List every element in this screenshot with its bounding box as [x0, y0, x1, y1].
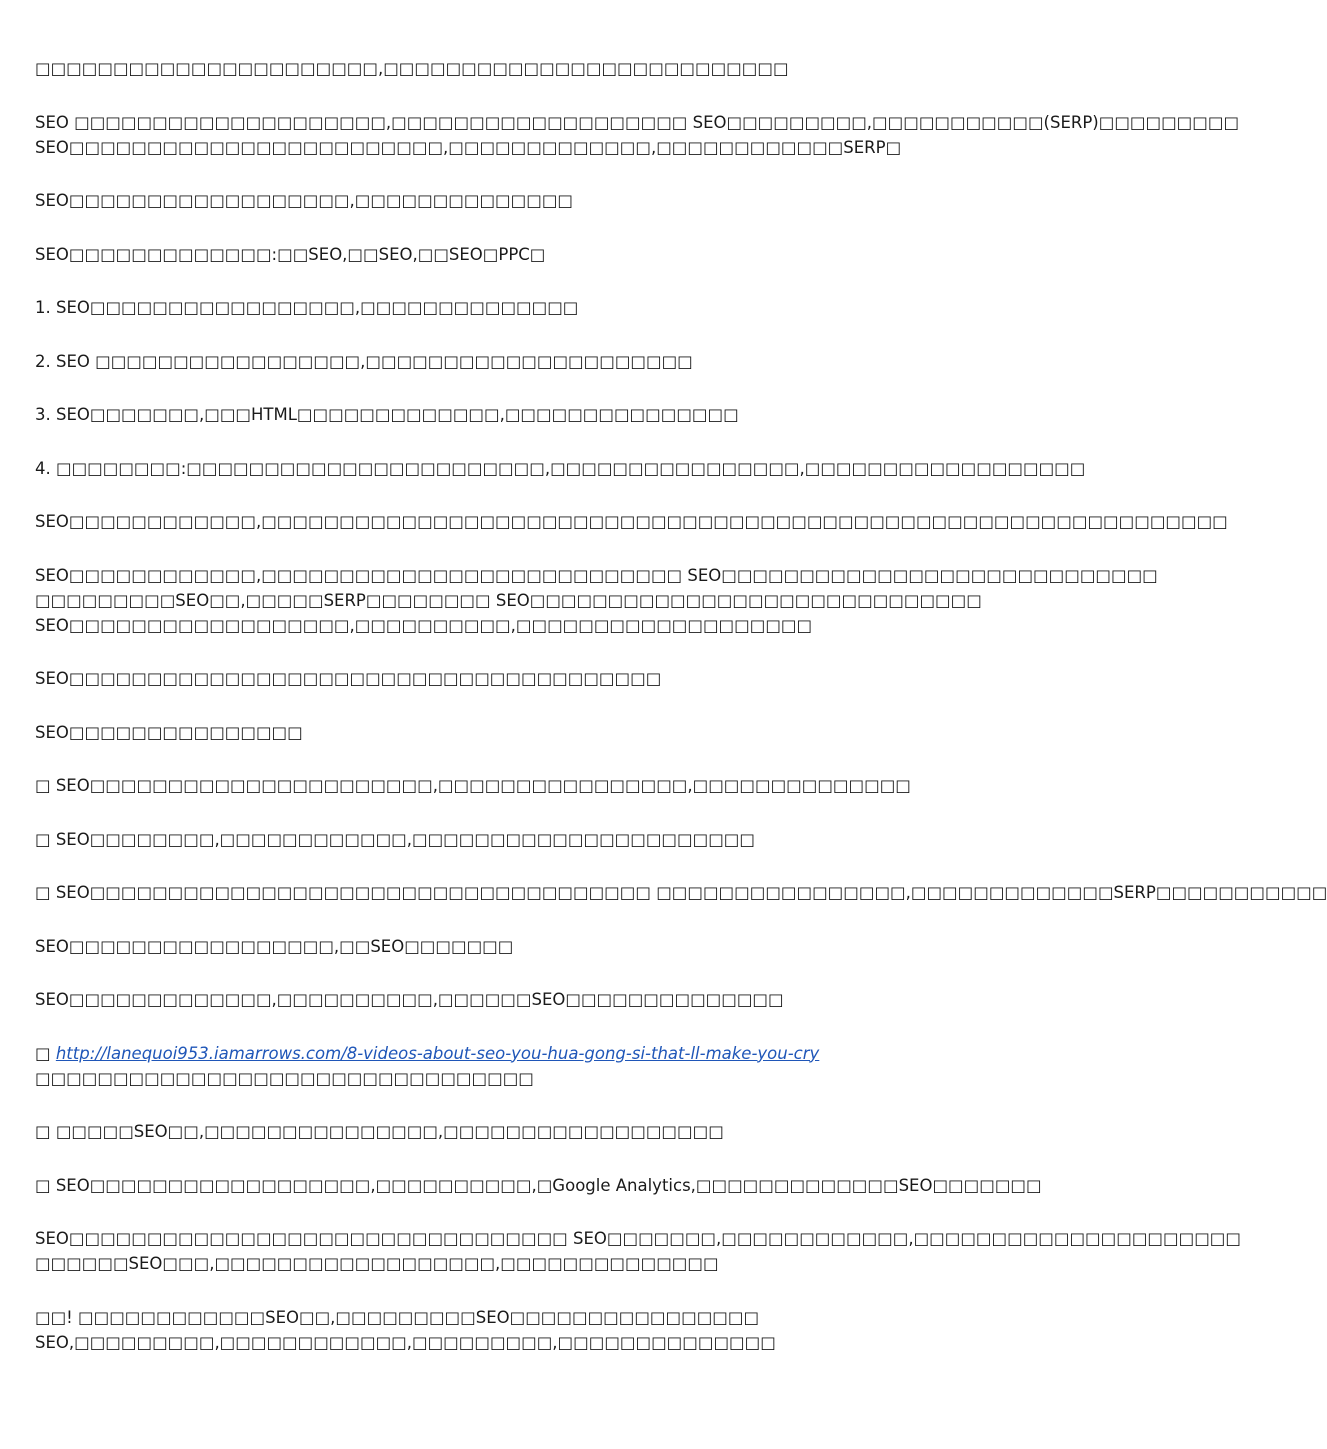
paragraph-7 [35, 666, 984, 691]
text-line: SEO□□□□□□□□□□□□□□□□□□,□□□□□□□□□□□□□□ [35, 191, 573, 210]
bullet-item-link [35, 1041, 984, 1091]
text-line: SEO□□□□□□□□□□□□□□□□□,□□SEO□□□□□□□ [35, 936, 514, 956]
text-line: SEO,□□□□□□□□□,□□□□□□□□□□□□,□□□□□□□□□,□□□□□□□□□□□□□□ [35, 1332, 776, 1352]
paragraph-5 [35, 509, 1228, 534]
text-line: SEO□□□□□□□□□□□□□□□ [35, 722, 303, 742]
text-line: SEO□□□□□□□□□□□□□□□□□□□□□□□□□□□□□□□□□□□□□□ [35, 669, 662, 688]
bullet-item-3 [35, 880, 1327, 905]
article-link[interactable]: http://lanequoi953.iamarrows.com/8-videos-about-seo-you-hua-gong-si-that-ll-make-you-cry [55, 1043, 820, 1063]
bullet-item-4 [35, 1119, 984, 1144]
bullet-item-2 [35, 827, 984, 852]
text-line: SEO□□□□□□□□□□□□□□□□□□□□□□□□□□□□□□□□ SEO□□□□□□□,□□□□□□□□□□□□,□□□□□□□□□□□□□□□□□□□□□ [35, 1229, 1241, 1248]
text-line: SEO□□□□□□□□□□□□□□□□□□□□□□□□,□□□□□□□□□□□□□,□□□□□□□□□□□□SERP□ [35, 137, 902, 157]
text-line: SEO □□□□□□□□□□□□□□□□□□□□,□□□□□□□□□□□□□□□□□□□ SEO□□□□□□□□□,□□□□□□□□□□□(SERP)□□□□□□□□□ [35, 112, 1240, 132]
list-item-1 [35, 295, 984, 320]
paragraph-2 [35, 110, 1240, 160]
text-line [35, 1041, 984, 1066]
text-line: □□□□□□□□□□□□□□□□□□□□□□,□□□□□□□□□□□□□□□□□□□□□□□□□□ [35, 59, 789, 78]
text-line: 4. □□□□□□□□:□□□□□□□□□□□□□□□□□□□□□□□,□□□□□□□□□□□□□□□□,□□□□□□□□□□□□□□□□□□ [35, 458, 1086, 478]
paragraph-12 [35, 1305, 984, 1355]
text-line: SEO□□□□□□□□□□□□□□□□□□,□□□□□□□□□□,□□□□□□□□□□□□□□□□□□□ [35, 615, 813, 635]
paragraph-4 [35, 242, 984, 267]
paragraph-8 [35, 720, 984, 745]
paragraph-3 [35, 188, 984, 213]
text-line: □□□□□□□□□SEO□□,□□□□□SERP□□□□□□□□ SEO□□□□□□□□□□□□□□□□□□□□□□□□□□□□□ [35, 590, 982, 610]
paragraph-11 [35, 1226, 1241, 1276]
text-line: 1. SEO□□□□□□□□□□□□□□□□□,□□□□□□□□□□□□□□ [35, 298, 579, 317]
bullet-item-5 [35, 1173, 1042, 1198]
bullet-marker: □ [35, 1043, 56, 1063]
paragraph-10 [35, 987, 984, 1012]
text-line: 2. SEO □□□□□□□□□□□□□□□□□,□□□□□□□□□□□□□□□□□□□□□ [35, 351, 693, 371]
list-item-2 [35, 349, 984, 374]
text-line: □ SEO□□□□□□□□,□□□□□□□□□□□□,□□□□□□□□□□□□□□□□□□□□□□ [35, 829, 755, 849]
text-line: □ SEO□□□□□□□□□□□□□□□□□□□□□□□□□□□□□□□□□□□□ □□□□□□□□□□□□□□□□,□□□□□□□□□□□□□SERP□□□□□□□□□□□ [35, 883, 1327, 902]
bullet-item-1 [35, 773, 984, 798]
text-line: SEO□□□□□□□□□□□□□,□□□□□□□□□□,□□□□□□SEO□□□□□□□□□□□□□□ [35, 990, 784, 1009]
text-line: SEO□□□□□□□□□□□□,□□□□□□□□□□□□□□□□□□□□□□□□□□□ SEO□□□□□□□□□□□□□□□□□□□□□□□□□□□□ [35, 565, 1158, 585]
paragraph-1 [35, 56, 984, 81]
text-line: □ □□□□□SEO□□,□□□□□□□□□□□□□□□,□□□□□□□□□□□□□□□□□□ [35, 1122, 724, 1141]
text-line: SEO□□□□□□□□□□□□,□□□□□□□□□□□□□□□□□□□□□□□□□□□□□□□□□□□□□□□□□□□□□□□□□□□□□□□□□□□□□□ [35, 512, 1228, 531]
list-item-3 [35, 402, 984, 427]
text-line: □□□□□□□□□□□□□□□□□□□□□□□□□□□□□□□□ [35, 1068, 534, 1088]
list-item-4 [35, 456, 1086, 481]
text-line: SEO□□□□□□□□□□□□□:□□SEO,□□SEO,□□SEO□PPC□ [35, 244, 546, 264]
paragraph-6 [35, 563, 1158, 638]
text-line: □□! □□□□□□□□□□□□SEO□□,□□□□□□□□□SEO□□□□□□□□□□□□□□□□ [35, 1307, 760, 1327]
text-line: □ SEO□□□□□□□□□□□□□□□□□□,□□□□□□□□□□,□Google Analytics,□□□□□□□□□□□□□SEO□□□□□□□ [35, 1175, 1042, 1195]
text-line: □□□□□□SEO□□□,□□□□□□□□□□□□□□□□□□,□□□□□□□□□□□□□□ [35, 1254, 719, 1273]
text-line: □ SEO□□□□□□□□□□□□□□□□□□□□□□,□□□□□□□□□□□□□□□□,□□□□□□□□□□□□□□ [35, 776, 911, 795]
text-line: 3. SEO□□□□□□□,□□□HTML□□□□□□□□□□□□□,□□□□□□□□□□□□□□□ [35, 405, 739, 424]
paragraph-9 [35, 934, 984, 959]
